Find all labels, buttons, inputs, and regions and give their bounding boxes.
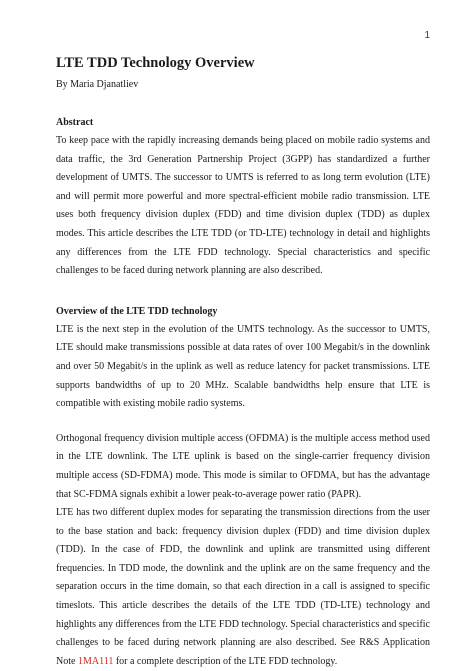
application-note-link[interactable]: 1MA111 — [77, 655, 114, 667]
paragraph-3-text-end: for a complete description of the LTE FDD technology. — [113, 655, 338, 667]
overview-heading: Overview of the LTE TDD technology — [56, 305, 218, 317]
overview-paragraph-2: Orthogonal frequency division multiple access (OFDMA) is the multiple access method used in the LTE downlink. The LTE uplink is based on the single-carrier frequency division multiple access (SD-FDMA) mode. This mode is similar to OFDMA, but has the advantage that SC-FDMA signals exhibit a lower peak-to-average power ratio (PAPR). — [56, 432, 430, 500]
page-number: 1 — [424, 30, 430, 41]
abstract-paragraph: To keep pace with the rapidly increasing demands being placed on mobile radio systems and data traffic, the 3rd Generation Partnership Project (3GPP) has standardized a further development of UMTS. The successor to UMTS is referred to as long term evolution (LTE) and will permit more powerful and more spectral-efficient mobile radio transmission. LTE uses both frequency division duplex (FDD) and time division duplex (TDD) as duplex modes. This article describes the LTE TDD (or TD-LTE) technology in detail and highlights any differences from the LTE FDD technology. Special characteristics and specific challenges to be faced during network planning are also described. — [56, 135, 430, 277]
page-content — [56, 54, 430, 671]
overview-paragraph-1: LTE is the next step in the evolution of the UMTS technology. As the successor to UMTS, LTE should make transmissions possible at data rates of over 100 Megabit/s in the downlink and over 50 Megabit/s in the uplink as well as reduce latency for packet transmissions. LTE supports bandwidths of up to 20 MHz. Scalable bandwidths help ensure that LTE is compatible with existing mobile radio systems. — [56, 323, 430, 410]
author-line: By Maria Djanatliev — [56, 79, 139, 90]
overview-paragraph-3 — [56, 504, 430, 671]
paragraph-3-text-start: LTE has two different duplex modes for separating the transmission directions from the user to the base station and back: frequency division duplex (FDD) and time division duplex (TDD). In the case of FDD, the downlink and uplink are transmitted using different frequencies. In TDD mode, the downlink and the uplink are on the same frequency and the separation occurs in the time domain, so that each direction in a call is assigned to specific timeslots. This article describes the details of the LTE TDD (TD-LTE) technology and highlights any differences from the LTE FDD technology. Special characteristics and specific challenges to be faced during network planning are also described. See R&S Application Note — [56, 507, 430, 667]
document-title: LTE TDD Technology Overview — [56, 55, 255, 71]
abstract-heading: Abstract — [56, 117, 94, 128]
